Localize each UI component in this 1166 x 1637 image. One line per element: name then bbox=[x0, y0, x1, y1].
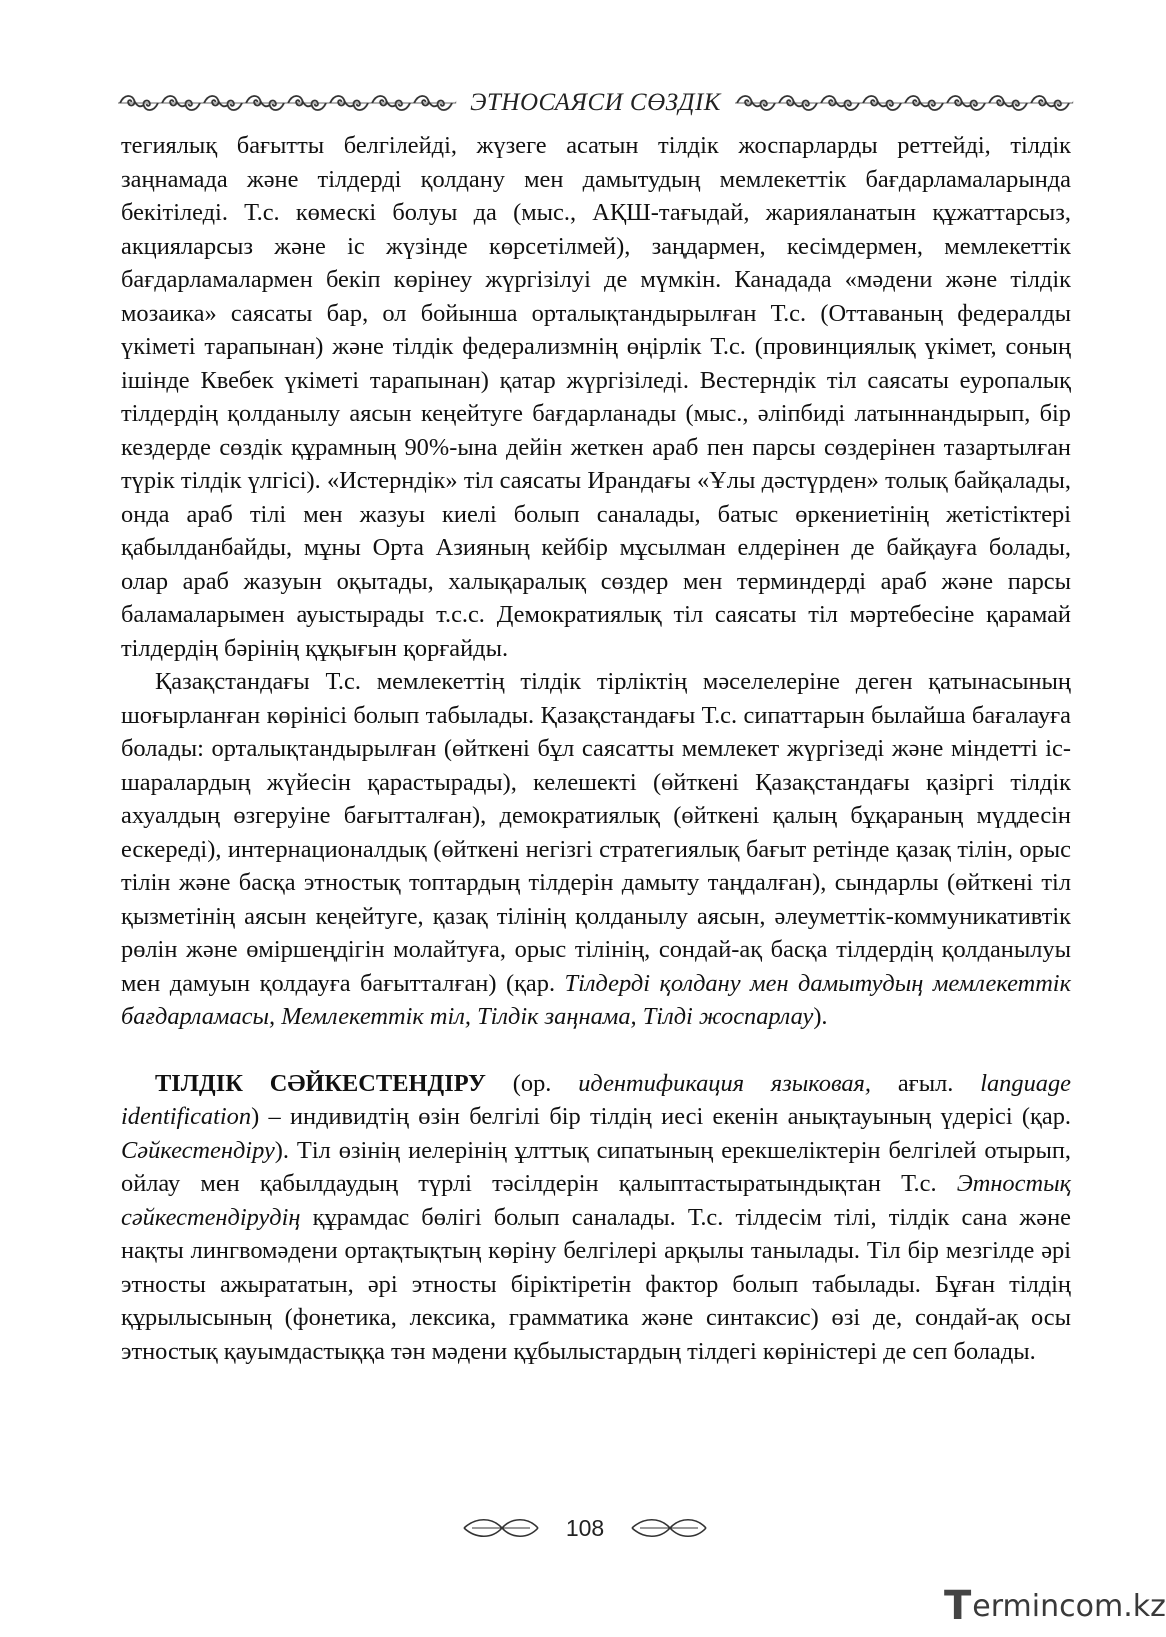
paragraph-text: Қазақстандағы Т.с. мемлекеттің тілдік тірліктің мәселелеріне деген қатынасының шоғырланған көрінісі болып табылады. Қазақстандағы Т.с. сипаттарын былайша бағалауға болады: орталықтандырылған (өйткені бұл саясатты мемлекет жүргізеді және міндетті іс-шаралардың жүйесін қарастырады), келешекті (өйткені Қазақстандағы қазіргі тілдік ахуалдың өзгеруіне бағытталған), демократиялық (өйткені қалың бұқараның мүддесін ескереді), интернационалдық (өйткені негізгі стратегиялық бағыт ретінде қазақ тілін, орыс тілін және басқа этностық топтардың тілдерін дамыту таңдалған), сындарлы (өйткені тіл қызметінің аясын кеңейтуге, қазақ тілінің қолданылу аясын, әлеуметтік-коммуникативтік рөлін және өміршеңдігін молайтуға, орыс тілінің, сондай-ақ басқа тілдердің қолданылуы мен дамуын қолдауға бағытталған) (қар. bbox=[121, 668, 1071, 997]
flourish-left-icon bbox=[462, 1515, 540, 1541]
entry-text: (ор. bbox=[485, 1069, 579, 1097]
paragraph-text: ). bbox=[813, 1003, 828, 1030]
running-header bbox=[118, 86, 1073, 120]
entry-text: ) – индивидтің өзін белгілі бір тілдің иесі екенін анықтауының үдерісі (қар. bbox=[251, 1103, 1071, 1130]
flourish-right-icon bbox=[630, 1515, 708, 1541]
header-title: ЭТНОСАЯСИ СӨЗДІК bbox=[470, 89, 721, 116]
site-watermark bbox=[944, 1583, 1166, 1629]
dictionary-entry bbox=[121, 1067, 1071, 1369]
cross-reference: Тілдерді қолдану мен дамытудың мемлекеттік бағдарламасы, Мемлекеттік тіл, Тілдік заңнама, Тілді жоспарлау bbox=[121, 969, 1071, 1030]
paragraph-text: тегиялық бағытты белгілейді, жүзеге асатын тілдік жоспарларды реттейді, тілдік заңнамада және тілдерді қолдану мен дамытудың мемлекеттік бағдарламаларында бекітіледі. Т.с. көмескі болуы да (мыс., АҚШ-тағыдай, жарияланатын құжаттарсыз, акцияларсыз және іс жүзінде көрсетілмей), заңдармен, кесімдермен, мемлекеттік бағдарламалармен бекіп көрінеу жүргізілуі де мүмкін. Канадада «мәдени және тілдік мозаика» саясаты бар, ол бойынша орталықтандырылған Т.с. (Оттаваның федералды үкіметі тарапынан) және тілдік федерализмнің өңірлік Т.с. (провинциялық үкімет, соның ішінде Квебек үкіметі тарапынан) қатар жүргізіледі. Вестерндік тіл саясаты еуропалық тілдердің қолданылу аясын кеңейтуге бағдарланады (мыс., әліпбиді латыннандырып, бір кездерде сөздік құрамның 90%-ына дейін жеткен араб пен парсы сөздерінен тазартылған түрік тілдік үлгісі). «Истерндік» тіл саясаты Ирандағы «Ұлы дәстүрден» толық байқалады, онда араб тілі мен жазуы киелі болып саналады, батыс өркениетінің жетістіктері қабылданбайды, мұны Орта Азияның кейбір мұсылман елдерінен де байқауға болады, олар араб жазуын оқытады, халықаралық сөздер мен терминдерді араб және парсы баламаларымен ауыстырады т.с.с. Демократиялық тіл саясаты тіл мәртебесіне қарамай тілдердің бәрінің құқығын қорғайды. bbox=[121, 132, 1071, 662]
ornament-left-icon bbox=[118, 92, 456, 114]
entry-text: ағыл. bbox=[871, 1069, 981, 1097]
watermark-t-letter: T bbox=[944, 1583, 972, 1629]
watermark-o-letter: o bbox=[1075, 1588, 1094, 1624]
cross-reference: Этностық сәйкестендірудің bbox=[121, 1170, 1071, 1231]
cross-reference: Сәйкестендіру bbox=[121, 1136, 275, 1164]
page-footer bbox=[440, 1508, 730, 1548]
entry-text: ). Тіл өзінің иелерінің ұлттық сипатының ерекшеліктерін белгілей отырып, ойлау мен қабылдаудың түрлі тәсілдерін қалыптастыратындықтан Т.с. bbox=[121, 1136, 1071, 1197]
paragraph-continuation bbox=[121, 129, 1071, 665]
ornament-right-icon bbox=[735, 92, 1073, 114]
entry-headword: ТІЛДІК СӘЙКЕСТЕНДІРУ bbox=[155, 1069, 486, 1097]
english-equivalent: language identification bbox=[121, 1069, 1071, 1130]
entry-text: құрамдас бөлігі болып саналады. Т.с. тілдесім тілі, тілдік сана және нақты лингвомәдени ортақтықтың көріну белгілері арқылы танылады. Тіл бір мезгілде әрі этносты ажырататын, әрі этносты біріктіретін фактор болып табылады. Бұған тілдің құрылысының (фонетика, лексика, грамматика және синтаксис) өзі де, сондай-ақ осы этностық қауымдастыққа тән мәдени құбылыстардың тілдегі көріністері де сеп болады. bbox=[121, 1203, 1071, 1365]
watermark-text: erminc bbox=[972, 1588, 1076, 1624]
watermark-domain: m.kz bbox=[1094, 1588, 1166, 1624]
page-number: 108 bbox=[565, 1514, 605, 1541]
russian-equivalent: идентификация языковая, bbox=[578, 1069, 871, 1097]
paragraph-kazakhstan bbox=[121, 665, 1071, 1034]
page-body bbox=[121, 129, 1071, 1368]
